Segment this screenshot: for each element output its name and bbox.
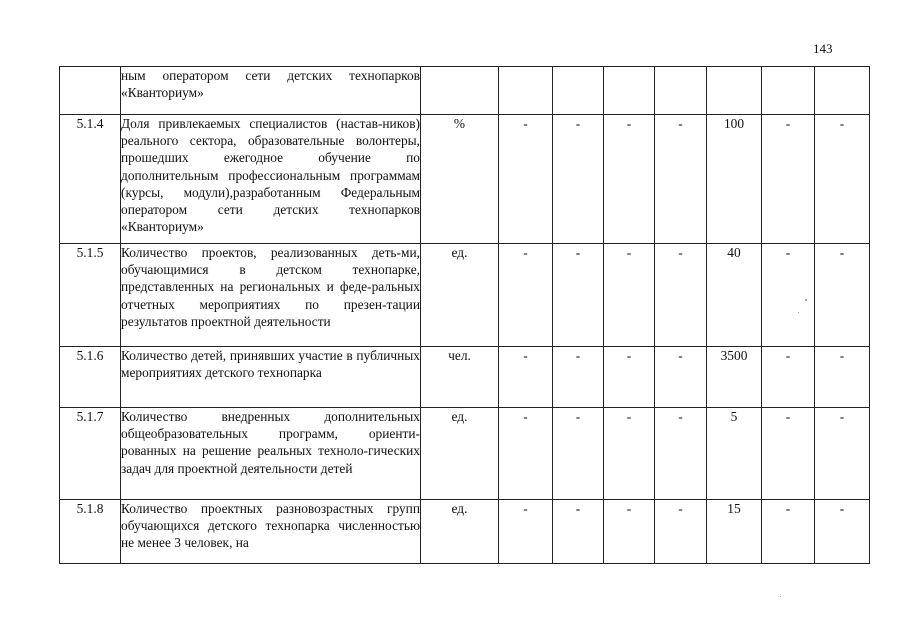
value-cell: -	[762, 244, 815, 347]
value-cell	[604, 67, 655, 115]
value-cell: -	[655, 115, 707, 244]
value-cell: -	[604, 408, 655, 500]
scan-speck	[780, 596, 781, 597]
value-cell: -	[815, 244, 870, 347]
value-cell: -	[655, 244, 707, 347]
value-cell: 40	[707, 244, 762, 347]
row-number-cell: 5.1.8	[60, 500, 121, 564]
value-cell: -	[815, 115, 870, 244]
value-cell	[553, 67, 604, 115]
value-cell: -	[499, 347, 553, 408]
value-cell: 100	[707, 115, 762, 244]
value-cell: -	[604, 115, 655, 244]
unit-cell: ед.	[421, 408, 499, 500]
value-cell: -	[762, 408, 815, 500]
value-cell: -	[553, 244, 604, 347]
value-cell: -	[815, 500, 870, 564]
unit-cell: чел.	[421, 347, 499, 408]
row-number-cell: 5.1.5	[60, 244, 121, 347]
unit-cell: ед.	[421, 500, 499, 564]
value-cell: -	[499, 408, 553, 500]
unit-cell	[421, 67, 499, 115]
value-cell: -	[604, 347, 655, 408]
indicator-description-cell: Количество проектных разновозрастных групп обучающихся детского технопарка численностью не менее 3 человек, на	[121, 500, 421, 564]
table-row	[60, 115, 870, 244]
value-cell	[655, 67, 707, 115]
unit-cell: ед.	[421, 244, 499, 347]
value-cell: -	[655, 500, 707, 564]
value-cell: -	[762, 347, 815, 408]
value-cell	[815, 67, 870, 115]
row-number-cell: 5.1.4	[60, 115, 121, 244]
scan-speck	[805, 299, 807, 301]
value-cell: -	[499, 244, 553, 347]
value-cell: -	[499, 500, 553, 564]
value-cell: -	[553, 500, 604, 564]
value-cell: -	[553, 347, 604, 408]
indicator-description-cell: Количество внедренных дополнительных общеобразовательных программ, ориенти-рованных на решение реальных техноло-гических задач для проектной деятельности детей	[121, 408, 421, 500]
value-cell: -	[762, 115, 815, 244]
value-cell: -	[655, 347, 707, 408]
value-cell: -	[815, 408, 870, 500]
value-cell: -	[604, 500, 655, 564]
value-cell: -	[553, 115, 604, 244]
value-cell: -	[655, 408, 707, 500]
value-cell	[707, 67, 762, 115]
table-row	[60, 244, 870, 347]
value-cell: -	[604, 244, 655, 347]
row-number-cell: 5.1.6	[60, 347, 121, 408]
indicator-description-cell: Доля привлекаемых специалистов (настав-ников) реального сектора, образовательные волонтеры, прошедших ежегодное обучение по дополнительным профессиональным программам (курсы, модули),разработанным Федеральным оператором сети детских технопарков «Кванториум»	[121, 115, 421, 244]
table-row	[60, 347, 870, 408]
value-cell	[762, 67, 815, 115]
page-number: 143	[813, 41, 833, 56]
indicators-table	[59, 66, 870, 564]
table-row	[60, 500, 870, 564]
value-cell: -	[499, 115, 553, 244]
value-cell: 15	[707, 500, 762, 564]
table-row	[60, 67, 870, 115]
value-cell: -	[762, 500, 815, 564]
value-cell: -	[553, 408, 604, 500]
scan-speck	[798, 312, 799, 313]
unit-cell: %	[421, 115, 499, 244]
value-cell: 3500	[707, 347, 762, 408]
indicator-description-cell: ным оператором сети детских технопарков «Кванториум»	[121, 67, 421, 115]
indicator-description-cell: Количество детей, принявших участие в публичных мероприятиях детского технопарка	[121, 347, 421, 408]
row-number-cell: 5.1.7	[60, 408, 121, 500]
indicator-description-cell: Количество проектов, реализованных деть-ми, обучающимися в детском технопарке, представленных на региональных и феде-ральных отчетных мероприятиях по презен-тации результатов проектной деятельности	[121, 244, 421, 347]
table-row	[60, 408, 870, 500]
row-number-cell	[60, 67, 121, 115]
value-cell: 5	[707, 408, 762, 500]
value-cell	[499, 67, 553, 115]
value-cell: -	[815, 347, 870, 408]
